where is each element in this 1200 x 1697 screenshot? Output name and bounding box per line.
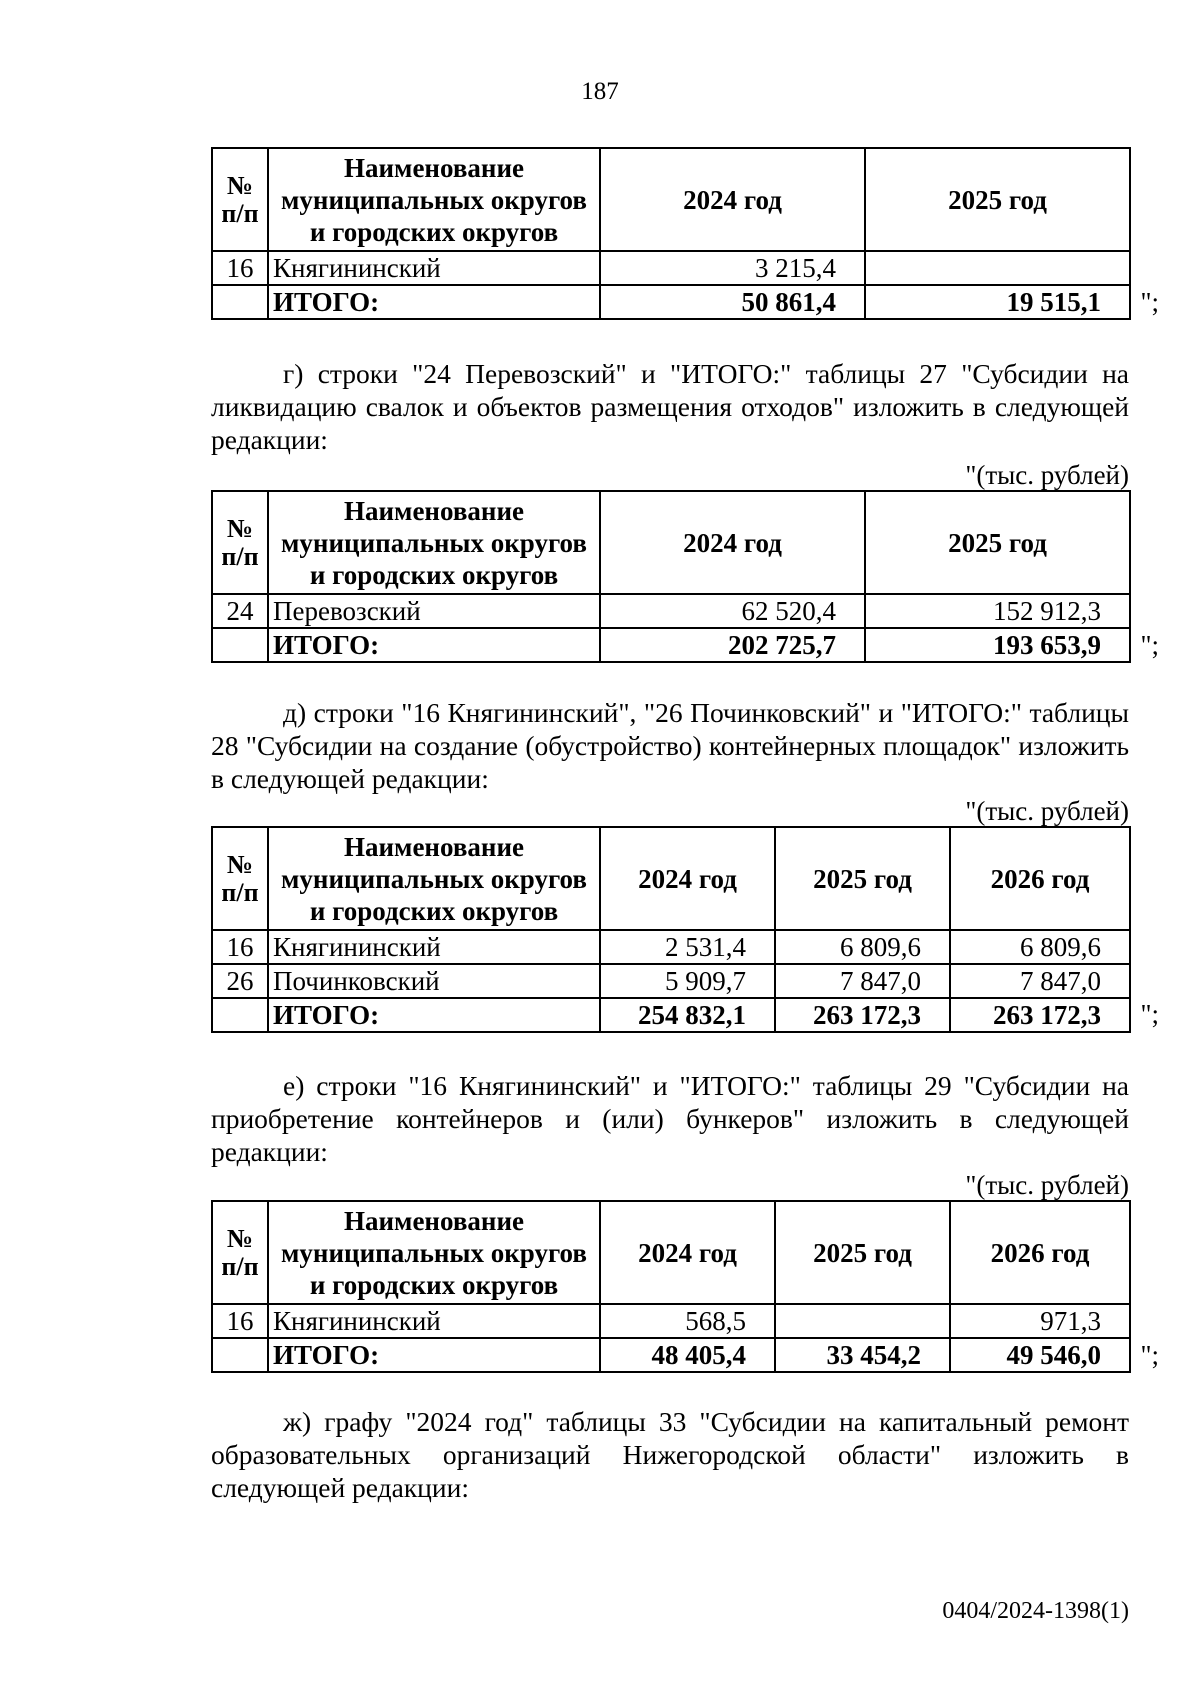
closing-mark: ";: [1140, 287, 1159, 317]
table-row: [212, 1304, 1130, 1338]
total-row: [212, 628, 1130, 662]
total-2026: 49 546,0: [950, 1338, 1130, 1372]
header-name: Наименование муниципальных округов и городских округов: [268, 1201, 600, 1304]
row-name: Княгининский: [268, 1304, 600, 1338]
total-row: [212, 998, 1130, 1032]
document-code: 0404/2024-1398(1): [942, 1598, 1129, 1624]
table-header-row: [212, 491, 1130, 594]
paragraph-g-text: строки "24 Перевозский" и "ИТОГО:" таблицы 27 "Субсидии на ликвидацию свалок и объектов размещения отходов" изложить в следующей редакции:: [211, 358, 1130, 455]
header-number: № п/п: [212, 827, 268, 930]
header-2025: 2025 год: [775, 827, 950, 930]
total-2024: 48 405,4: [600, 1338, 775, 1372]
table-row: [212, 964, 1130, 998]
unit-label: "(тыс. рублей): [965, 796, 1129, 826]
row-index: 26: [212, 964, 268, 998]
table-4-block: [211, 1170, 1159, 1373]
total-row: [212, 1338, 1130, 1372]
row-value-2025: 152 912,3: [865, 594, 1130, 628]
header-name: Наименование муниципальных округов и городских округов: [268, 827, 600, 930]
table-row: [212, 930, 1130, 964]
total-label: ИТОГО:: [268, 628, 600, 662]
table-1: [211, 147, 1131, 320]
row-index: 24: [212, 594, 268, 628]
row-value-2024: 5 909,7: [600, 964, 775, 998]
row-value-2024: 568,5: [600, 1304, 775, 1338]
table-header-row: [212, 148, 1130, 251]
total-2024: 254 832,1: [600, 998, 775, 1032]
row-index: 16: [212, 930, 268, 964]
paragraph-e-text: строки "16 Княгининский" и "ИТОГО:" таблицы 29 "Субсидии на приобретение контейнеров и (или) бункеров" изложить в следующей редакции:: [211, 1070, 1130, 1167]
header-2026: 2026 год: [950, 827, 1130, 930]
closing-mark: ";: [1140, 630, 1159, 660]
row-value-2026: 7 847,0: [950, 964, 1130, 998]
row-name: Перевозский: [268, 594, 600, 628]
paragraph-zh: [211, 1405, 1129, 1504]
row-value-2024: 62 520,4: [600, 594, 865, 628]
paragraph-e: [211, 1069, 1129, 1168]
row-name: Княгининский: [268, 930, 600, 964]
row-value-2025: [865, 251, 1130, 285]
row-value-2026: 6 809,6: [950, 930, 1130, 964]
paragraph-zh-text: графу "2024 год" таблицы 33 "Субсидии на капитальный ремонт образовательных организаций Нижегородской области" изложить в следующей редакции:: [211, 1406, 1129, 1503]
table-3: [211, 826, 1131, 1033]
table-2: [211, 490, 1131, 663]
total-2025: 19 515,1: [865, 285, 1130, 319]
closing-mark: ";: [1140, 1340, 1159, 1370]
total-label: ИТОГО:: [268, 1338, 600, 1372]
header-name: Наименование муниципальных округов и городских округов: [268, 148, 600, 251]
row-value-2025: [775, 1304, 950, 1338]
total-2025: 193 653,9: [865, 628, 1130, 662]
table-2-block: [211, 460, 1159, 663]
header-2024: 2024 год: [600, 827, 775, 930]
header-2025: 2025 год: [775, 1201, 950, 1304]
paragraph-zh-letter: ж): [283, 1406, 312, 1437]
header-2024: 2024 год: [600, 491, 865, 594]
table-4: [211, 1200, 1131, 1373]
table-1-block: [211, 147, 1159, 320]
header-number: № п/п: [212, 1201, 268, 1304]
total-label: ИТОГО:: [268, 285, 600, 319]
total-index: [212, 628, 268, 662]
header-2025: 2025 год: [865, 491, 1130, 594]
unit-label: "(тыс. рублей): [965, 460, 1129, 490]
total-2025: 263 172,3: [775, 998, 950, 1032]
total-2026: 263 172,3: [950, 998, 1130, 1032]
row-name: Починковский: [268, 964, 600, 998]
table-row: [212, 251, 1130, 285]
header-2026: 2026 год: [950, 1201, 1130, 1304]
table-3-block: [211, 796, 1159, 1033]
total-2024: 202 725,7: [600, 628, 865, 662]
closing-mark: ";: [1140, 999, 1159, 1029]
header-2024: 2024 год: [600, 148, 865, 251]
header-2024: 2024 год: [600, 1201, 775, 1304]
table-header-row: [212, 1201, 1130, 1304]
paragraph-e-letter: е): [283, 1070, 305, 1101]
paragraph-g-letter: г): [283, 358, 304, 389]
table-header-row: [212, 827, 1130, 930]
total-index: [212, 1338, 268, 1372]
row-value-2024: 3 215,4: [600, 251, 865, 285]
row-value-2026: 971,3: [950, 1304, 1130, 1338]
row-name: Княгининский: [268, 251, 600, 285]
table-row: [212, 594, 1130, 628]
paragraph-d-letter: д): [283, 697, 307, 728]
page-number: 187: [581, 78, 619, 105]
header-number: № п/п: [212, 148, 268, 251]
total-label: ИТОГО:: [268, 998, 600, 1032]
paragraph-d: [211, 696, 1129, 795]
total-row: [212, 285, 1130, 319]
row-value-2025: 7 847,0: [775, 964, 950, 998]
row-value-2025: 6 809,6: [775, 930, 950, 964]
header-name: Наименование муниципальных округов и городских округов: [268, 491, 600, 594]
total-index: [212, 285, 268, 319]
paragraph-g: [211, 357, 1129, 456]
row-value-2024: 2 531,4: [600, 930, 775, 964]
unit-label: "(тыс. рублей): [965, 1170, 1129, 1200]
total-index: [212, 998, 268, 1032]
row-index: 16: [212, 251, 268, 285]
total-2024: 50 861,4: [600, 285, 865, 319]
header-number: № п/п: [212, 491, 268, 594]
total-2025: 33 454,2: [775, 1338, 950, 1372]
header-2025: 2025 год: [865, 148, 1130, 251]
paragraph-d-text: строки "16 Княгининский", "26 Починковский" и "ИТОГО:" таблицы 28 "Субсидии на создание (обустройство) контейнерных площадок" изложить в следующей редакции:: [211, 697, 1129, 794]
row-index: 16: [212, 1304, 268, 1338]
